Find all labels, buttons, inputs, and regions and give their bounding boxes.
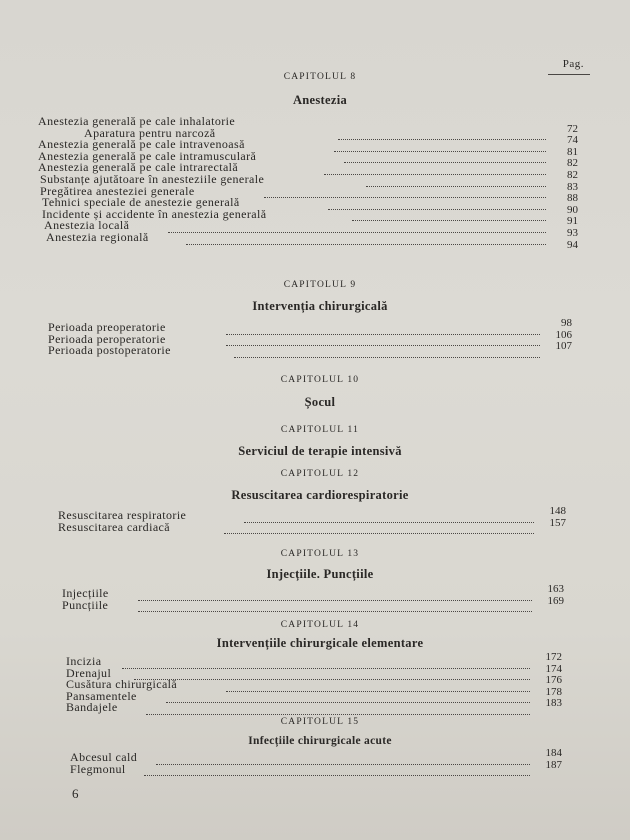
toc-entry-text: Aparatura pentru narcoză bbox=[84, 125, 216, 140]
leader-dots bbox=[224, 522, 534, 535]
toc-entry bbox=[66, 685, 562, 703]
toc-entry bbox=[66, 651, 562, 668]
chapter-13-label: CAPITOLUL 13 bbox=[280, 549, 360, 559]
toc-entry-page: 94 bbox=[567, 238, 578, 251]
toc-entry-page: 107 bbox=[555, 340, 572, 353]
chapter-10-title: Șocul bbox=[304, 395, 336, 409]
toc-entry-text: Anestezia generală pe cale inhalatorie bbox=[38, 114, 236, 128]
toc-entry bbox=[48, 340, 572, 358]
leader-dots bbox=[234, 345, 540, 358]
toc-entry bbox=[58, 516, 566, 534]
toc-entry-text: Bandajele bbox=[66, 700, 118, 715]
toc-entry-text: Pregătirea anesteziei generale bbox=[40, 183, 195, 198]
chapter-14-entries bbox=[66, 651, 562, 715]
toc-entry-page: 148 bbox=[549, 505, 566, 517]
toc-entry-page: 184 bbox=[545, 747, 562, 759]
chapter-10-label: CAPITOLUL 10 bbox=[280, 375, 360, 385]
toc-entry bbox=[38, 226, 578, 244]
chapter-15-title: Infecțiile chirurgicale acute bbox=[248, 735, 392, 747]
toc-entry-text: Pansamentele bbox=[66, 688, 137, 703]
leader-dots bbox=[144, 764, 530, 777]
toc-entry-text: Cusătura chirurgicală bbox=[66, 677, 178, 692]
toc-entry-text: Puncțiile bbox=[62, 597, 109, 612]
chapter-11-label: CAPITOLUL 11 bbox=[280, 425, 360, 435]
toc-entry-text: Perioada peroperatorie bbox=[48, 331, 166, 346]
toc-entry-page: 157 bbox=[549, 516, 566, 529]
toc-entry bbox=[62, 583, 564, 600]
toc-entry-page: 176 bbox=[545, 674, 562, 687]
toc-entry-text: Abcesul cald bbox=[70, 750, 138, 764]
toc-entry-page: 88 bbox=[567, 192, 578, 205]
toc-entry-page: 72 bbox=[567, 122, 578, 135]
chapter-8-label: CAPITOLUL 8 bbox=[283, 72, 357, 82]
toc-entry-page: 172 bbox=[545, 651, 562, 663]
toc-entry-page: 163 bbox=[547, 583, 564, 595]
chapter-12-label: CAPITOLUL 12 bbox=[280, 469, 360, 479]
toc-entry bbox=[66, 697, 562, 715]
toc-entry-text: Anestezia regională bbox=[46, 229, 149, 244]
toc-entry-text: Perioada postoperatorie bbox=[48, 343, 171, 358]
toc-entry-text: Flegmonul bbox=[70, 761, 126, 776]
chapter-13-entries bbox=[62, 583, 564, 612]
toc-entry bbox=[38, 238, 578, 256]
chapter-12-entries bbox=[58, 505, 566, 534]
toc-entry-text: Substanțe ajutătoare în anesteziile generale bbox=[40, 171, 265, 186]
toc-entry bbox=[62, 594, 564, 612]
chapter-12-title: Resuscitarea cardiorespiratorie bbox=[231, 488, 409, 502]
toc-entry-text: Tehnici speciale de anestezie generală bbox=[42, 195, 240, 210]
chapter-15-label: CAPITOLUL 15 bbox=[280, 717, 360, 727]
toc-entry-text: Incidente și accidente în anestezia generală bbox=[42, 206, 267, 221]
chapter-9-title: Intervenția chirurgicală bbox=[252, 299, 388, 313]
toc-entry-page: 187 bbox=[545, 758, 562, 771]
chapter-15-entries bbox=[70, 747, 562, 776]
toc-entry-page: 178 bbox=[545, 685, 562, 698]
chapter-14-title: Intervențiile chirurgicale elementare bbox=[216, 636, 424, 650]
chapter-8-entries bbox=[38, 116, 578, 255]
page-number: 6 bbox=[72, 786, 79, 801]
chapter-11-title: Serviciul de terapie intensivă bbox=[238, 444, 402, 458]
toc-entry-page: 82 bbox=[567, 157, 578, 170]
toc-entry-page: 90 bbox=[567, 203, 578, 216]
toc-entry-text: Incizia bbox=[66, 654, 102, 668]
toc-entry-text: Anestezia generală pe cale intravenoasă bbox=[38, 137, 245, 152]
toc-entry-page: 91 bbox=[567, 215, 578, 228]
toc-entry-text: Anestezia generală pe cale intrarectală bbox=[38, 160, 239, 175]
chapter-9-entries bbox=[48, 317, 572, 358]
toc-entry-text: Resuscitarea respiratorie bbox=[58, 508, 187, 522]
toc-entry-text: Anestezia locală bbox=[44, 218, 130, 233]
chapter-13-title: Injecțiile. Puncțiile bbox=[266, 567, 374, 581]
toc-entry-page: 169 bbox=[547, 594, 564, 607]
page-column-label: Pag. bbox=[562, 58, 584, 70]
toc-entry-text: Perioada preoperatorie bbox=[48, 320, 166, 334]
toc-entry-text: Injecțiile bbox=[62, 586, 109, 600]
toc-entry-text: Drenajul bbox=[66, 665, 112, 680]
toc-entry-page: 81 bbox=[567, 145, 578, 158]
toc-entry-page: 82 bbox=[567, 168, 578, 181]
toc-entry-page: 93 bbox=[567, 226, 578, 239]
chapter-14-label: CAPITOLUL 14 bbox=[280, 620, 360, 630]
toc-entry bbox=[70, 747, 562, 764]
toc-entry-text: Anestezia generală pe cale intramusculară bbox=[38, 148, 257, 163]
toc-entry-page: 183 bbox=[545, 697, 562, 710]
chapter-8-title: Anestezia bbox=[292, 93, 348, 107]
chapter-9-label: CAPITOLUL 9 bbox=[283, 280, 357, 290]
toc-entry-page: 74 bbox=[567, 134, 578, 147]
leader-dots bbox=[146, 702, 530, 715]
leader-dots bbox=[138, 600, 532, 613]
toc-entry-page: 106 bbox=[555, 328, 572, 341]
toc-entry-page: 83 bbox=[567, 180, 578, 193]
toc-entry-page: 174 bbox=[545, 662, 562, 675]
toc-entry-page: 98 bbox=[561, 317, 572, 329]
toc-entry-text: Resuscitarea cardiacă bbox=[58, 519, 170, 534]
toc-entry bbox=[70, 758, 562, 776]
